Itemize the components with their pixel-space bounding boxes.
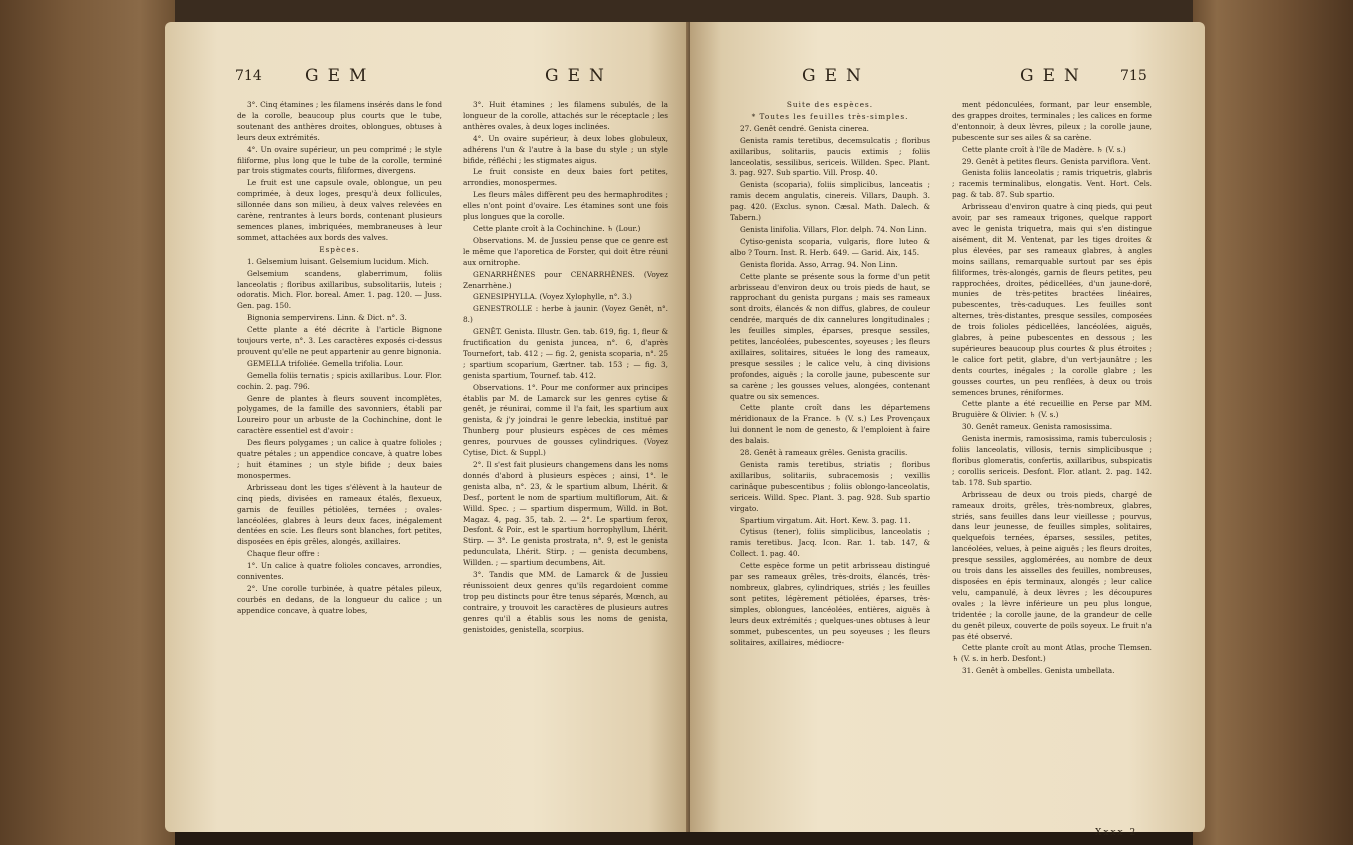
right-page <box>690 22 1205 838</box>
paragraph: 1°. Un calice à quatre folioles concaves, arrondies, conniventes. <box>237 561 442 582</box>
paragraph: * Toutes les feuilles très-simples. <box>751 111 909 121</box>
paragraph: 29. Genêt à petites fleurs. Genista parviflora. Vent. <box>962 156 1151 166</box>
paragraph: Genista florida. Asso, Arrag. 94. Non Linn. <box>740 259 898 269</box>
right-col3-header: GEN <box>802 66 870 86</box>
paragraph: 28. Genêt à rameaux grêles. Genista gracilis. <box>740 448 908 458</box>
paragraph: Observations. 1°. Pour me conformer aux principes établis par M. de Lamarck sur les genres cytise & genêt, je réunirai, comme il l'a fait, les spartium aux genista, & j'y joindrai le genre lebeckia, institué par Thunberg pour plusieurs espèces de ces mêmes genres, pourvues de gousses cylindriques. (Voyez Cytise, Dict. & Suppl.) <box>463 382 668 458</box>
paragraph: Genista foliis lanceolatis ; ramis triquetris, glabris ; racemis terminalibus, elongatis. Vent. Hort. Cels. pag. & tab. 87. Sub spartio. <box>952 168 1152 200</box>
right-page-number: 715 <box>1120 68 1147 84</box>
paragraph: 3°. Huit étamines ; les filamens subulés, de la longueur de la corolle, attachés sur le réceptacle ; les anthères ovales, à deux loges inclinées. <box>463 100 668 131</box>
right-page-header: GEN <box>1020 66 1088 86</box>
left-book-cover <box>0 0 175 845</box>
paragraph: Genista (scoparia), foliis simplicibus, lanceatis ; ramis decem angulatis, cinereis. Villars, Dauph. 3. pag. 420. (Exclus. synon. Cæsal. Math. Dalech. & Tabern.) <box>730 180 930 223</box>
paragraph: 2°. Il s'est fait plusieurs changemens dans les noms donnés d'abord à plusieurs espèces ; ainsi, 1°. le genista alba, n°. 23, & le spartium album, Lhérit. & Desf., portent le nom de spartium multiflorum, Ait. & Willd. Spec. ; — spartium dispermum, Willd. in Bot. Magaz. 4, pag. 35, tab. 2. — 2°. Le spartium ferox, Desfont. & Poir., est le spartium horrophyllum, Lhérit. Stirp. — 3°. Le genista prostrata, n°. 9, est le genista pedunculata, Lhérit. Stirp. ; — genista decumbens, Willden. ; — spartium decumbens, Ait. <box>463 460 668 568</box>
paragraph: Genista ramis teretibus, striatis ; floribus axillaribus, solitariis, subracemosis ; vexillis carinâque pubescentibus ; foliis oblongo-lanceolatis, sericeis. Willd. Spec. Plant. 3. pag. 928. Sub spartio virgato. <box>730 460 930 513</box>
paragraph: Cette plante a été recueillie en Perse par MM. Bruguière & Olivier. ♄ (V. s.) <box>952 399 1152 420</box>
paragraph: Chaque fleur offre : <box>247 549 320 559</box>
left-column-2 <box>463 100 668 637</box>
paragraph: Cette plante a été décrite à l'article Bignone toujours verte, n°. 3. Les caractères exposés ci-dessus prouvent qu'elle ne peut appartenir au genre bignonia. <box>237 325 442 356</box>
paragraph: Suite des espèces. <box>786 100 874 109</box>
paragraph: Des fleurs polygames ; un calice à quatre folioles ; quatre pétales ; un appendice concave, à quatre lobes ; huit étamines ; un style bifide ; deux baies monospermes. <box>237 438 442 480</box>
paragraph: 1. Gelsemium luisant. Gelsemium lucidum. Mich. <box>247 256 429 266</box>
paragraph: Cytiso-genista scoparia, vulgaris, flore luteo & albo ? Tourn. Inst. R. Herb. 649. — Garid. Aix, 145. <box>730 236 930 257</box>
paragraph: 27. Genêt cendré. Genista cinerea. <box>740 123 870 133</box>
paragraph: Arbrisseau de deux ou trois pieds, chargé de rameaux droits, grêles, très-nombreux, glabres, striés, sans feuilles dans leur vieillesse ; pourvus, dans leur jeunesse, de feuilles simples, solitaires, quelquefois ternées, éparses, sessiles, petites, lancéolées, velues, à peine aiguës ; les fleurs droites, presque sessiles, agglomérées, au nombre de deux ou trois dans les aisselles des feuilles, nombreuses, disposées en épis terminaux, alongés ; leur calice velu, campanulé, à deux lèvres ; les découpures ovales ; la lèvre inférieure un peu plus longue, tridentée ; la corolle jaune, de la grandeur de celle du genêt pileux, couverte de poils soyeux. Le fruit n'a pas été observé. <box>952 489 1152 641</box>
left-page-header: GEM <box>305 66 376 86</box>
paragraph: Le fruit est une capsule ovale, oblongue, un peu comprimée, à deux loges, presqu'à deux follicules, sillonnée dans son milieu, à deux valves relevées en carène, rentrantes à leurs bords, contenant plusieurs semences planes, imbriquées, membraneuses à leur sommet, attachées aux bords des valves. <box>237 178 442 242</box>
paragraph: 4°. Un ovaire supérieur, à deux lobes globuleux, adhérens l'un & l'autre à la base du style ; un style bifide, réfléchi ; les stigmates aigus. <box>463 133 668 165</box>
signature-mark: Xxxx 2 <box>1095 828 1138 838</box>
paragraph: 30. Genêt rameux. Genista ramosissima. <box>962 422 1113 432</box>
paragraph: Observations. M. de Jussieu pense que ce genre est le même que l'aporetica de Forster, qui doit être réuni aux ornitrophe. <box>463 235 668 267</box>
paragraph: Cytisus (tener), foliis simplicibus, lanceolatis ; ramis teretibus. Jacq. Icon. Rar. 1. tab. 147, & Collect. 1. pag. 40. <box>730 527 930 559</box>
paragraph: Genre de plantes à fleurs souvent incomplètes, polygames, de la famille des savonniers, établi par Loureiro pour un arbuste de la Cochinchine, dont le caractère essentiel est d'avoir : <box>237 393 442 436</box>
paragraph: Spartium virgatum. Ait. Hort. Kew. 3. pag. 11. <box>740 515 911 525</box>
paragraph: Bignonia sempervirens. Linn. & Dict. n°. 3. <box>247 313 407 323</box>
paragraph: GENÊT. Genista. Illustr. Gen. tab. 619, fig. 1, fleur & fructification du genista juncea, n°. 6, d'après Tournefort, tab. 412 ; — fig. 2, genista scoparia, n°. 25 ; spartium scoparium, Gærtner. tab. 153 ; — fig. 3, genista spartium, Tournef. tab. 412. <box>463 327 668 380</box>
paragraph: Cette plante croît à la Cochinchine. ♄ (Lour.) <box>473 223 641 233</box>
right-column-1 <box>730 100 930 649</box>
paragraph: Cette plante croît à l'île de Madère. ♄ (V. s.) <box>962 144 1126 154</box>
paragraph: 3°. Tandis que MM. de Lamarck & de Jussieu réunissoient deux genres qu'ils regardoient comme trop peu distincts pour être tenus séparés, Mœnch, au contraire, y trouvoit les caractères de plusieurs autres genres qu'il a établis sous les noms de genista, genistoides, genistella, scorpius. <box>463 570 668 634</box>
paragraph: Arbrisseau d'environ quatre à cinq pieds, qui peut avoir, par ses rameaux trigones, quelque rapport avec le genista triquetra, mais qui s'en distingue aisément, dit M. Ventenat, par les tiges droites & plus élevées, par ses rameaux glabres, à angles moins saillans, remarquable surtout par ses épis filiformes, très-alongés, garnis de fleurs petites, peu rapprochées, droites, pédicellées, d'un jaune-doré, munies de très-petites bractées linéaires, pubescentes, très-caduques. Les feuilles sont alternes, très-distantes, presque sessiles, composées de trois folioles pédicellées, lancéolées, aiguës, glabres, à peine pubescentes en dessous ; les supérieures beaucoup plus courtes & plus étroites ; le calice fort petit, glabre, d'un vert-jaunâtre ; les dents courtes, inégales ; la corolle glabre ; les gousses courtes, un peu renflées, à deux ou trois semences brunes, réniformes. <box>952 202 1152 397</box>
paragraph: Arbrisseau dont les tiges s'élèvent à la hauteur de cinq pieds, divisées en rameaux étalés, flexueux, garnis de feuilles pétiolées, ternées ; ovales-lancéolées, glabres à leurs deux faces, inégalement dentées en scie. Les fleurs sont blanches, fort petites, disposées en épis grêles, alongés, axillaires. <box>237 482 442 547</box>
paragraph: ment pédonculées, formant, par leur ensemble, des grappes droites, terminales ; les calices en forme d'entonnoir, à deux lèvres, pileux ; la corolle jaune, pubescente sur ses ailes & sa carène. <box>952 100 1152 142</box>
paragraph: Cette plante croît dans les départemens méridionaux de la France. ♄ (V. s.) Les Provençaux lui donnent le nom de genesto, & l'emploient à faire des balais. <box>730 403 930 446</box>
paragraph: Genista inermis, ramosissima, ramis tuberculosis ; foliis lanceolatis, villosis, ternis simplicibusque ; floribus glomeratis, confertis, axillaribus, subspicatis ; corollis sericeis. Desfont. Flor. atlant. 2. pag. 142. tab. 178. Sub spartio. <box>952 434 1152 487</box>
paragraph: 4°. Un ovaire supérieur, un peu comprimé ; le style filiforme, plus long que le tube de la corolle, terminé par trois stigmates courts, filiformes, divergens. <box>237 144 442 176</box>
left-column-1 <box>237 100 442 618</box>
paragraph: 3°. Cinq étamines ; les filamens insérés dans le fond de la corolle, beaucoup plus courts que le tube, soutenant des anthères droites, oblongues, obtuses à leurs deux extrémités. <box>237 100 442 142</box>
paragraph: GENESIPHYLLA. (Voyez Xylophylle, n°. 3.) <box>473 292 632 302</box>
paragraph: GENARRHÈNES pour CENARRHÈNES. (Voyez Zenarrhène.) <box>463 269 668 290</box>
paragraph: GEMELLA trifoliée. Gemella trifolia. Lour. <box>247 358 404 368</box>
paragraph: Genista linifolia. Villars, Flor. delph. 74. Non Linn. <box>740 224 927 234</box>
paragraph: Cette espèce forme un petit arbrisseau distingué par ses rameaux grêles, très-droits, élancés, très-nombreux, glabres, cylindriques, striés ; les feuilles sont petites, légèrement pétiolées, éparses, très-simples, oblongues, lancéolées, entières, aiguës à leurs deux extrémités ; quelques-unes obtuses à leur sommet, pubescentes, un peu soyeuses ; les fleurs solitaires, axillaires, médiocre- <box>730 561 930 647</box>
paragraph: 2°. Une corolle turbinée, à quatre pétales pileux, courbés en dedans, de la longueur du calice ; un appendice concave, à quatre lobes, <box>237 583 442 615</box>
left-page <box>165 22 690 832</box>
right-column-2 <box>952 100 1152 678</box>
left-page-number: 714 <box>235 68 262 84</box>
right-book-cover <box>1193 0 1353 845</box>
paragraph: Espèces. <box>319 244 360 254</box>
paragraph: Genista ramis teretibus, decemsulcatis ; floribus axillaribus, solitariis, paucis extimis ; foliis lanceolatis, sessilibus, sericeis. Willden. Spec. Plant. 3. pag. 927. Sub spartio. Vill. Prosp. 40. <box>730 135 930 178</box>
paragraph: Gelsemium scandens, glaberrimum, foliis lanceolatis ; floribus axillaribus, subsolitariis, luteis ; odoratis. Mich. Flor. boreal. Amer. 1. pag. 120. — Juss. Gen. pag. 150. <box>237 268 442 311</box>
paragraph: 31. Genêt à ombelles. Genista umbellata. <box>962 666 1115 676</box>
paragraph: Cette plante croît au mont Atlas, proche Tlemsen. ♄ (V. s. in herb. Desfont.) <box>952 643 1152 664</box>
paragraph: Le fruit consiste en deux baies fort petites, arrondies, monospermes. <box>463 167 668 188</box>
paragraph: GENESTROLLE : herbe à jaunir. (Voyez Genêt, n°. 8.) <box>463 304 668 325</box>
paragraph: Cette plante se présente sous la forme d'un petit arbrisseau d'environ deux ou trois pieds de haut, se rapprochant du genista purgans ; mais ses rameaux sont droits, élancés & non diffus, glabres, de couleur cendrée, marqués de dix cannelures longitudinales ; les feuilles simples, éparses, presque sessiles, petites, lancéolées, pubescentes, soyeuses ; les fleurs axillaires, solitaires, situées le long des rameaux, presque sessiles ; le calice velu, à cinq divisions profondes, aiguës ; la corolle jaune, pubescente sur sa carène ; les gousses velues, alongées, contenant quatre ou six semences. <box>730 271 930 401</box>
left-col2-header: GEN <box>545 66 613 86</box>
paragraph: Gemella foliis ternatis ; spicis axillaribus. Lour. Flor. cochin. 2. pag. 796. <box>237 370 442 391</box>
paragraph: Les fleurs mâles diffèrent peu des hermaphrodites ; elles n'ont point d'ovaire. Les étamines sont une fois plus longues que la corolle. <box>463 190 668 222</box>
